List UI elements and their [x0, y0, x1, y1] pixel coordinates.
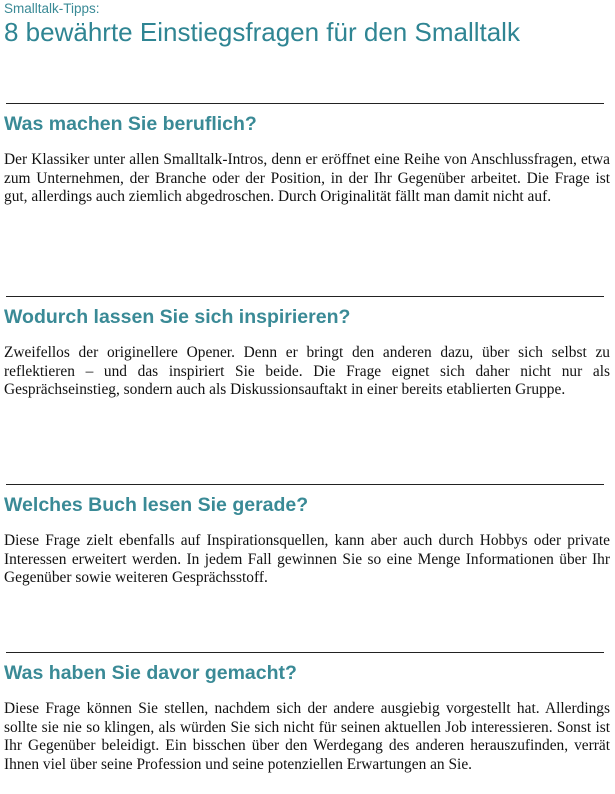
tip-section-2 — [4, 296, 612, 400]
tip-section-3 — [4, 484, 612, 588]
tip-section-4 — [4, 652, 612, 774]
section-body: Der Klassiker unter allen Smalltalk-Intros, denn er eröffnet eine Reihe von Anschlussfragen, etwa zum Unternehmen, der Branche oder der Position, in der Ihr Gegenüber arbeitet. Die Frage ist gut, allerdings auch ziemlich abgedroschen. Durch Originalität fällt man damit nicht auf. — [4, 151, 610, 205]
section-heading: Welches Buch lesen Sie gerade? — [4, 494, 309, 516]
tip-section-1 — [4, 103, 612, 207]
page-title: 8 bewährte Einstiegsfragen für den Smalltalk — [4, 17, 520, 47]
section-heading: Was haben Sie davor gemacht? — [4, 662, 297, 684]
kicker-label: Smalltalk-Tipps: — [4, 1, 100, 16]
section-body: Zweifellos der originellere Opener. Denn er bringt den anderen dazu, über sich selbst zu reflektieren – und das inspiriert Sie beide. Die Frage eignet sich daher nicht nur als Gesprächseinstieg, sondern auch als Diskussionsauftakt in einer bereits etablierten Gruppe. — [4, 344, 610, 398]
section-heading: Was machen Sie beruflich? — [4, 113, 257, 135]
section-body: Diese Frage können Sie stellen, nachdem sich der andere ausgiebig vorgestellt hat. Allerdings sollte sie nie so klingen, als würden Sie sich nicht für seinen aktuellen Job interessieren. Sonst ist Ihr Gegenüber beleidigt. Ein bisschen über den Werdegang des anderen herauszufinden, verrät Ihnen viel über seine Profession und seine potenziellen Erwartungen an Sie. — [4, 700, 610, 773]
section-body: Diese Frage zielt ebenfalls auf Inspirationsquellen, kann aber auch durch Hobbys oder private Interessen erweitert werden. In jedem Fall gewinnen Sie so eine Menge Informationen über Ihr Gegenüber sowie weiteren Gesprächsstoff. — [4, 532, 610, 586]
section-heading: Wodurch lassen Sie sich inspirieren? — [4, 306, 351, 328]
